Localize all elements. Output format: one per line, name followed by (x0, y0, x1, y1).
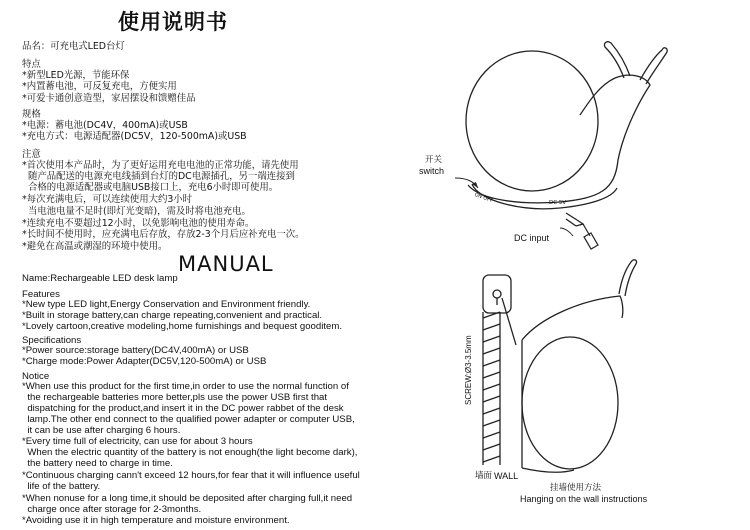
dc-jack-label: DC 5V (549, 200, 567, 206)
en-notice-heading: Notice (22, 371, 50, 382)
cn-product-name: 品名：可充电式LED台灯 (22, 41, 125, 52)
cn-note-line: *首次使用本产品时，为了更好运用充电电池的正常功能，请先使用 (22, 160, 299, 171)
en-notice-line: life of the battery. (22, 481, 101, 492)
cn-specs-heading: 规格 (22, 109, 41, 120)
dc-plug (584, 233, 598, 249)
en-features-heading: Features (22, 289, 60, 300)
on-off-label: ON OFF (473, 191, 494, 205)
cn-note-line: 随产品配送的电源充电线插到台灯的DC电源插孔，另一端连接到 (22, 171, 295, 182)
en-notice-line: When the electric quantity of the battery is not enough(the light become dark), (22, 447, 358, 458)
wall-label-en: WALL (494, 471, 519, 481)
cn-feature-item: *新型LED光源，节能环保 (22, 70, 130, 81)
en-notice-line: charge once after storage for 2-3months. (22, 504, 202, 515)
en-notice-line: dispatching for the product,and insert it in the DC power rabbet of the desk (22, 403, 344, 414)
en-specs-heading: Specifications (22, 335, 82, 346)
snail-lamp-drawing (466, 42, 667, 226)
cn-note-line: *每次充满电后，可以连续使用大约3小时 (22, 194, 193, 205)
wall-label-cn: 墙面 (475, 471, 493, 481)
en-notice-line: *Avoiding use it in high temperature and moisture environment. (22, 515, 290, 526)
dc-input-label: DC input (514, 233, 550, 243)
en-notice-line: lamp.The other end connect to the qualified power adapter or computer USB, (22, 414, 355, 425)
switch-label-cn: 开关 (425, 155, 443, 165)
switch-label-en: switch (419, 166, 445, 176)
wall-mount-drawing (483, 260, 637, 472)
cn-note-line: 合格的电源适配器或电脑USB接口上，充电6小时即可使用。 (22, 182, 279, 193)
en-notice-line: *Every time full of electricity, can use for about 3 hours (22, 436, 253, 447)
cn-feature-item: *内置蓄电池，可反复充电，方便实用 (22, 81, 177, 92)
cn-notes-heading: 注意 (22, 149, 41, 160)
en-notice-line: *When nonuse for a long time,it should be deposited after charging full,it need (22, 493, 353, 504)
en-name: Name:Rechargeable LED desk lamp (22, 273, 178, 284)
cn-note-line: 当电池电量不足时(即灯光变暗)，需及时将电池充电。 (22, 206, 251, 217)
en-notice-line: it can be use after charging 6 hours. (22, 425, 181, 436)
cn-note-line: *避免在高温或潮湿的环境中使用。 (22, 241, 168, 252)
en-feature-item: *Built in storage battery,can charge repeating,convenient and practical. (22, 310, 323, 321)
dc-arrow (560, 228, 573, 236)
en-spec-item: *Power source:storage battery(DC4V,400mA) or USB (22, 345, 249, 356)
cn-spec-item: *电源：蓄电池(DC4V，400mA)或USB (22, 120, 188, 131)
en-title: MANUAL (178, 252, 274, 276)
en-notice-line: the rechargeable batteries more better,pls use the power USB first that (22, 392, 328, 403)
cn-spec-item: *充电方式：电源适配器(DC5V，120-500mA)或USB (22, 131, 247, 142)
hanging-caption-en: Hanging on the wall instructions (520, 494, 648, 504)
en-feature-item: *New type LED light,Energy Conservation and Environment friendly. (22, 299, 311, 310)
en-feature-item: *Lovely cartoon,creative modeling,home furnishings and bequest gooditem. (22, 321, 342, 332)
cn-note-line: *连续充电不要超过12小时，以免影响电池的使用寿命。 (22, 218, 255, 229)
cn-feature-item: *可爱卡通创意造型，家居摆设和馈赠佳品 (22, 93, 196, 104)
en-spec-item: *Charge mode:Power Adapter(DC5V,120-500mA) or USB (22, 356, 267, 367)
en-notice-line: *When use this product for the first time,in order to use the normal function of (22, 381, 349, 392)
cn-features-heading: 特点 (22, 59, 41, 70)
screw-spec-label: SCREW:Ø3-3.5mm (464, 335, 473, 405)
cn-title: 使用说明书 (118, 10, 228, 34)
en-notice-line: the battery need to charge in time. (22, 458, 173, 469)
en-notice-line: *Continuous charging cann't exceed 12 hours,for fear that it will influence useful (22, 470, 360, 481)
hanging-caption-cn: 挂墙使用方法 (550, 483, 602, 493)
cn-note-line: *长时间不使用时，应充满电后存放，存放2-3个月后应补充电一次。 (22, 229, 305, 240)
